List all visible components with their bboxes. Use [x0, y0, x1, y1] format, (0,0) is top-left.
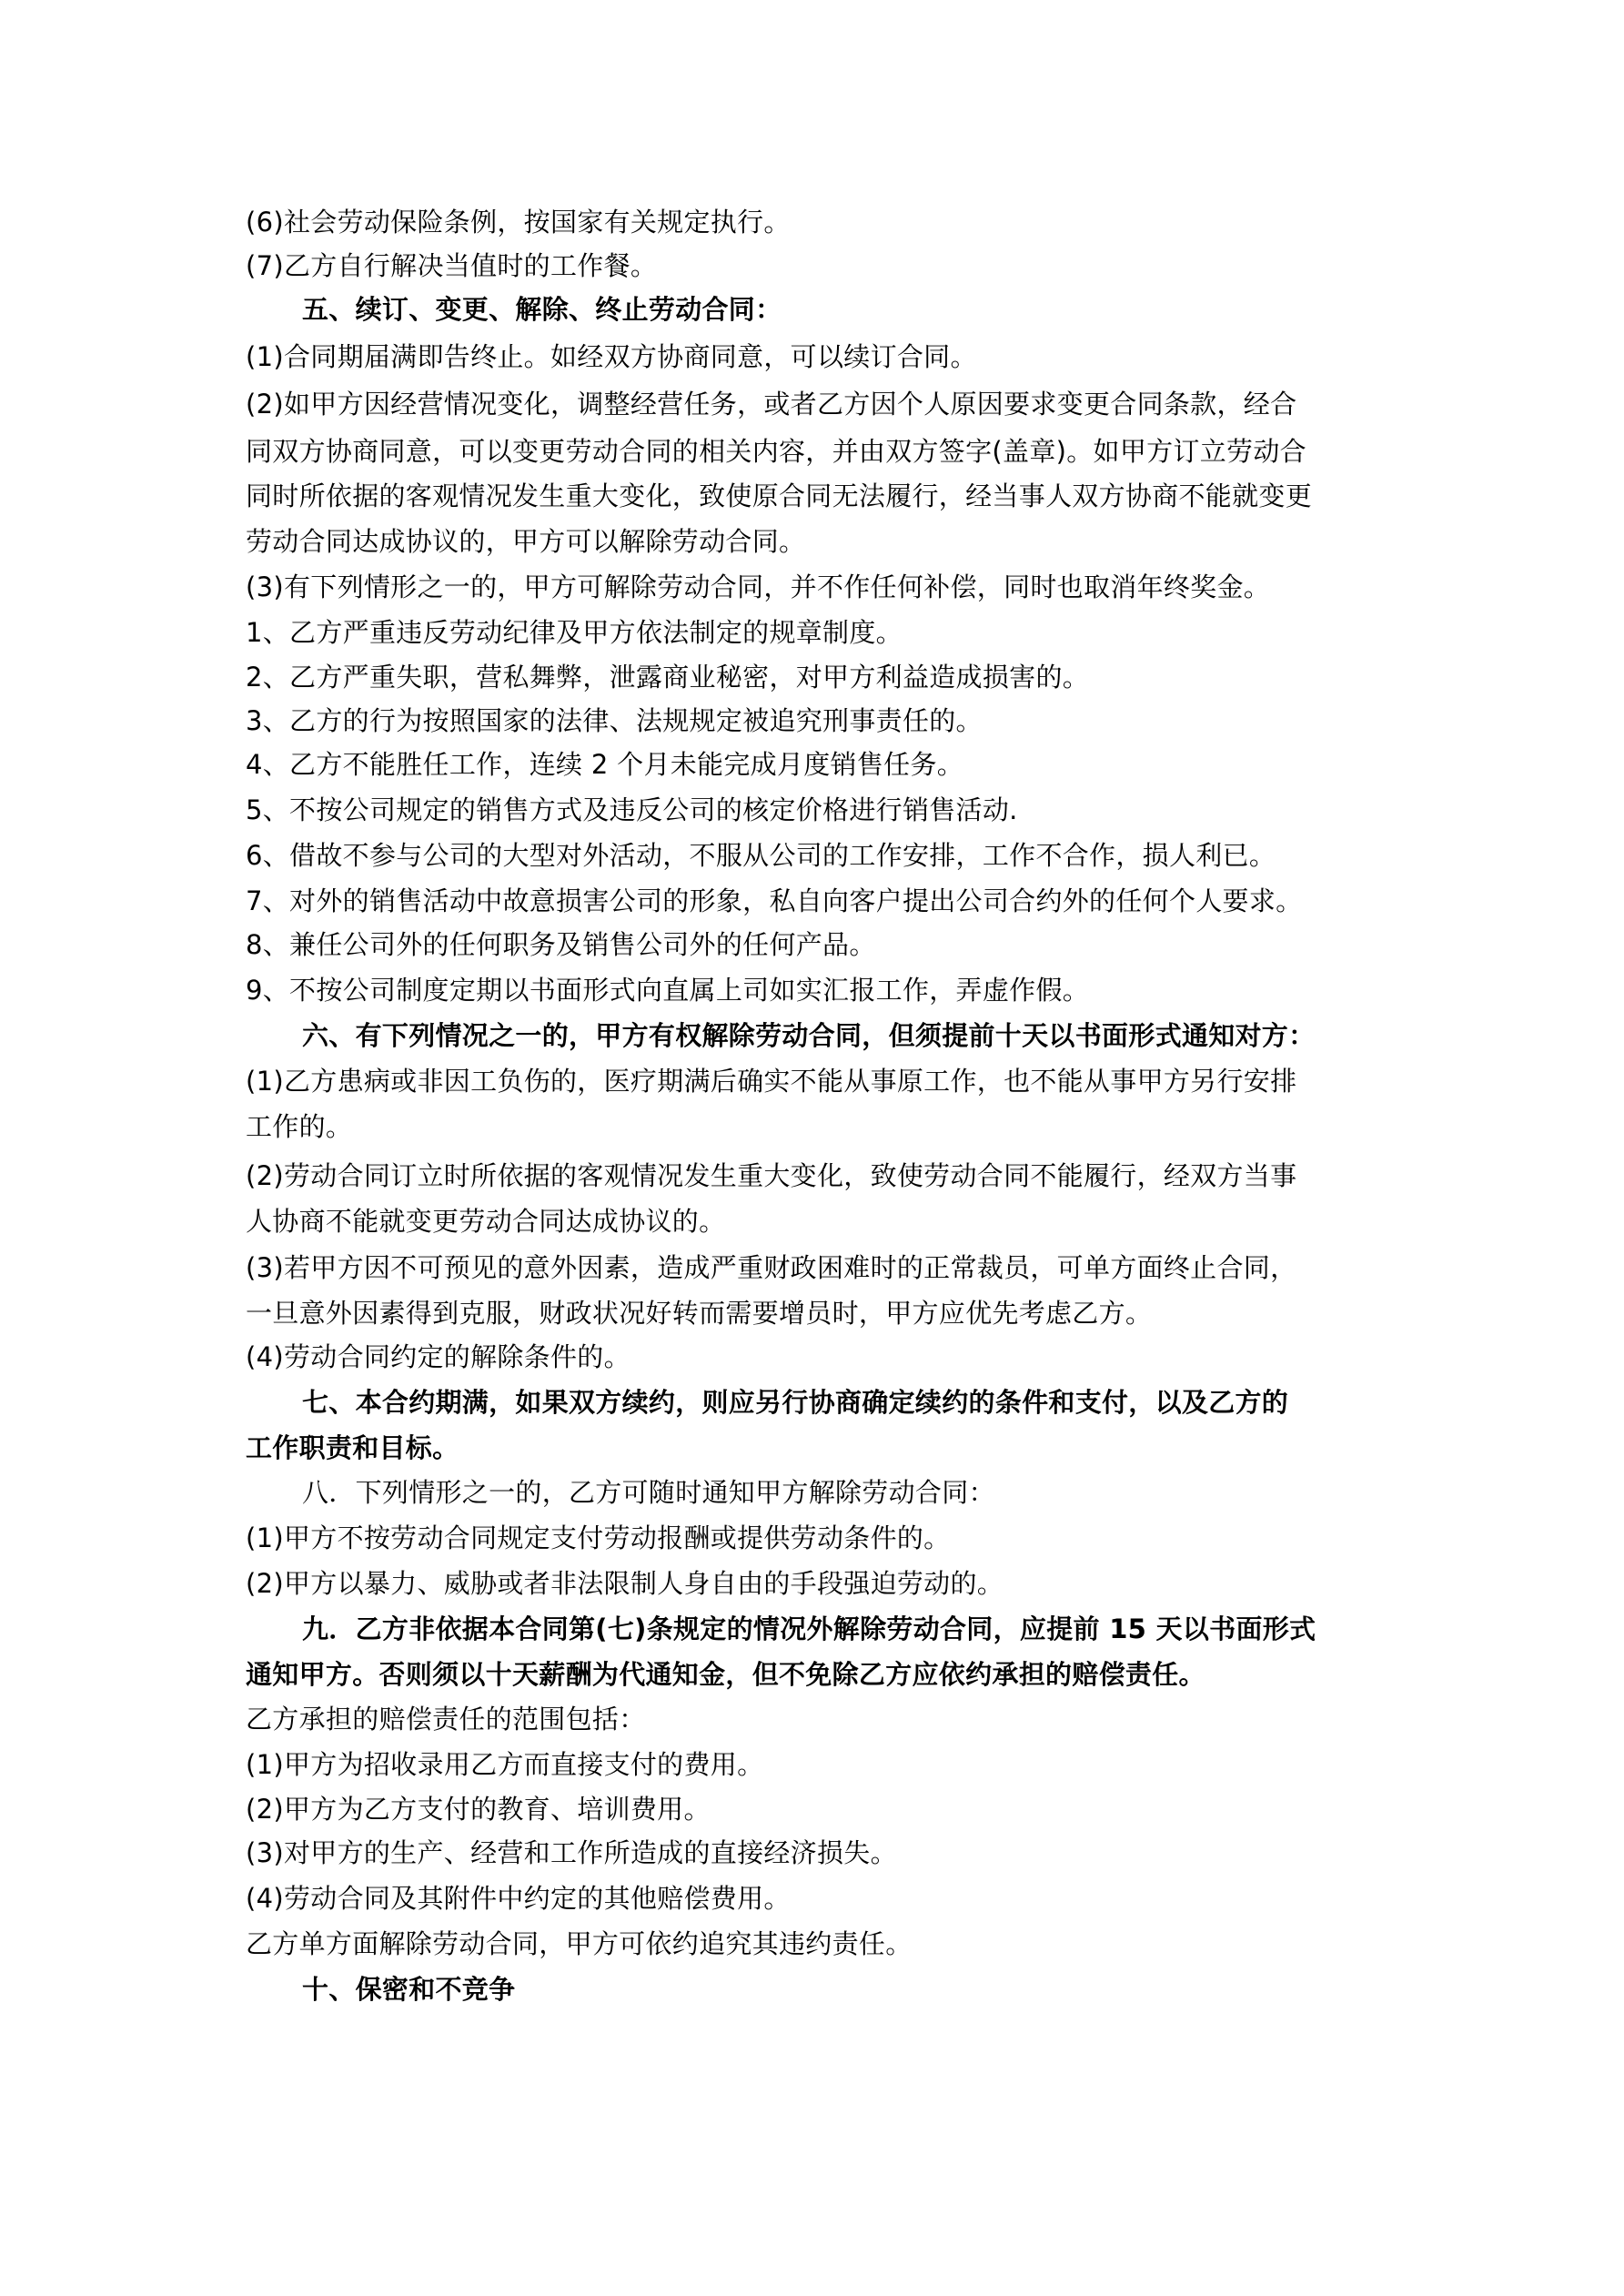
text-line: 9、不按公司制度定期以书面形式向直属上司如实汇报工作，弄虚作假。: [246, 975, 1090, 1006]
text-line: 劳动合同达成协议的，甲方可以解除劳动合同。: [246, 526, 806, 557]
text-line: 3、乙方的行为按照国家的法律、法规规定被追究刑事责任的。: [246, 705, 983, 736]
text-line: (1)甲方为招收录用乙方而直接支付的费用。: [246, 1749, 764, 1780]
text-line: 7、对外的销售活动中故意损害公司的形象，私自向客户提出公司合约外的任何个人要求。: [246, 885, 1303, 916]
text-line: (1)合同期届满即告终止。如经双方协商同意，可以续订合同。: [246, 341, 977, 372]
section-heading-7-continued: 工作职责和目标。: [246, 1432, 459, 1463]
text-line: (7)乙方自行解决当值时的工作餐。: [246, 250, 658, 281]
section-heading-5: 五、续订、变更、解除、终止劳动合同：: [302, 294, 782, 325]
text-line: (2)甲方为乙方支付的教育、培训费用。: [246, 1794, 711, 1825]
section-heading-10: 十、保密和不竞争: [302, 1974, 516, 2005]
text-line: 同双方协商同意，可以变更劳动合同的相关内容，并由双方签字(盖章)。如甲方订立劳动合: [246, 436, 1306, 467]
text-line: (2)如甲方因经营情况变化，调整经营任务，或者乙方因个人原因要求变更合同条款，经合: [246, 389, 1297, 420]
text-line: 5、不按公司规定的销售方式及违反公司的核定价格进行销售活动.: [246, 794, 1018, 825]
text-line: (3)有下列情形之一的，甲方可解除劳动合同，并不作任何补偿，同时也取消年终奖金。: [246, 571, 1271, 602]
text-line: 乙方承担的赔偿责任的范围包括：: [246, 1704, 646, 1735]
text-line: 2、乙方严重失职，营私舞弊，泄露商业秘密，对甲方利益造成损害的。: [246, 662, 1090, 693]
text-line: 一旦意外因素得到克服，财政状况好转而需要增员时，甲方应优先考虑乙方。: [246, 1298, 1153, 1329]
text-line: (4)劳动合同及其附件中约定的其他赔偿费用。: [246, 1883, 791, 1914]
text-line: 1、乙方严重违反劳动纪律及甲方依法制定的规章制度。: [246, 617, 903, 648]
text-line: 6、借故不参与公司的大型对外活动，不服从公司的工作安排，工作不合作，损人利已。: [246, 840, 1276, 871]
text-line: 4、乙方不能胜任工作，连续 2 个月未能完成月度销售任务。: [246, 749, 964, 780]
text-line: (3)对甲方的生产、经营和工作所造成的直接经济损失。: [246, 1837, 897, 1868]
section-heading-6: 六、有下列情况之一的，甲方有权解除劳动合同，但须提前十天以书面形式通知对方：: [302, 1020, 1316, 1051]
text-line: 工作的。: [246, 1111, 353, 1142]
text-line: (3)若甲方因不可预见的意外因素，造成严重财政困难时的正常裁员，可单方面终止合同，: [246, 1252, 1297, 1283]
section-heading-7: 七、本合约期满，如果双方续约，则应另行协商确定续约的条件和支付，以及乙方的: [302, 1387, 1289, 1418]
text-line: 人协商不能就变更劳动合同达成协议的。: [246, 1206, 726, 1237]
text-line: (2)劳动合同订立时所依据的客观情况发生重大变化，致使劳动合同不能履行，经双方当事: [246, 1160, 1297, 1191]
text-line: 8、兼任公司外的任何职务及销售公司外的任何产品。: [246, 929, 876, 960]
section-heading-8: 八．下列情形之一的，乙方可随时通知甲方解除劳动合同：: [302, 1477, 995, 1508]
section-heading-9: 九．乙方非依据本合同第(七)条规定的情况外解除劳动合同，应提前 15 天以书面形式: [302, 1613, 1316, 1644]
section-heading-9-continued: 通知甲方。否则须以十天薪酬为代通知金，但不免除乙方应依约承担的赔偿责任。: [246, 1659, 1205, 1690]
text-line: (4)劳动合同约定的解除条件的。: [246, 1341, 630, 1372]
text-line: 同时所依据的客观情况发生重大变化，致使原合同无法履行，经当事人双方协商不能就变更: [246, 480, 1313, 511]
text-line: (2)甲方以暴力、威胁或者非法限制人身自由的手段强迫劳动的。: [246, 1568, 1004, 1599]
text-line: 乙方单方面解除劳动合同，甲方可依约追究其违约责任。: [246, 1928, 913, 1959]
text-line: (6)社会劳动保险条例，按国家有关规定执行。: [246, 207, 791, 238]
text-line: (1)甲方不按劳动合同规定支付劳动报酬或提供劳动条件的。: [246, 1522, 951, 1553]
text-line: (1)乙方患病或非因工负伤的，医疗期满后确实不能从事原工作，也不能从事甲方另行安排: [246, 1066, 1297, 1097]
